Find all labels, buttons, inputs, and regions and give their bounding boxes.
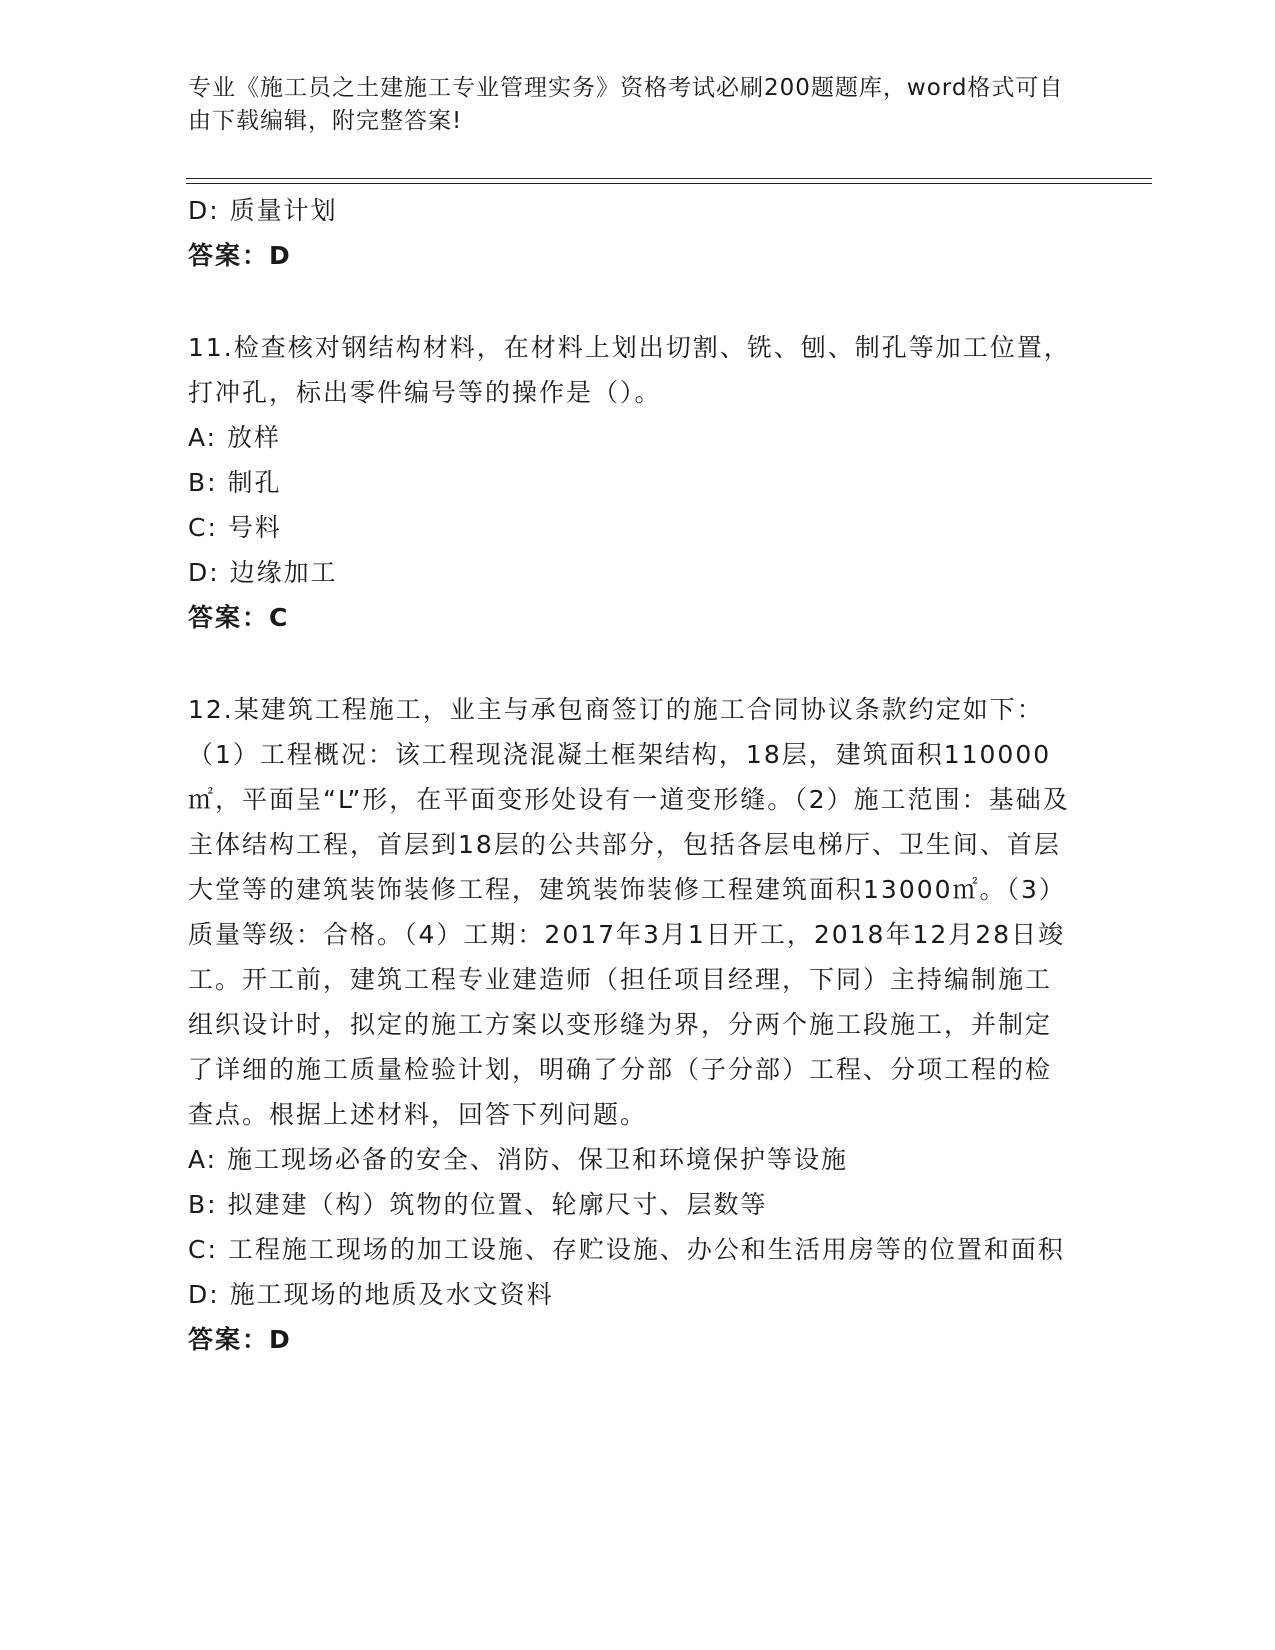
question-11-option-d: D: 边缘加工 (188, 558, 338, 587)
question-12-option-b: B: 拟建建（构）筑物的位置、轮廓尺寸、层数等 (188, 1190, 768, 1219)
question-11-option-b: B: 制孔 (188, 468, 282, 497)
question-12-option-c: C: 工程施工现场的加工设施、存贮设施、办公和生活用房等的位置和面积 (188, 1235, 1065, 1264)
question-12-answer: 答案：D (188, 1325, 292, 1354)
question-11-option-a: A: 放样 (188, 423, 282, 452)
question-12-option-d: D: 施工现场的地质及水文资料 (188, 1280, 554, 1309)
question-12-text: 12.某建筑工程施工，业主与承包商签订的施工合同协议条款约定如下：（1）工程概况：该工程现浇混凝土框架结构，18层，建筑面积110000㎡，平面呈“L”形，在平面变形处设有一道变形缝。（2）施工范围：基础及主体结构工程，首层到18层的公共部分，包括各层电梯厅、卫生间、首层大堂等的建筑装饰装修工程，建筑装饰装修工程建筑面积13000㎡。（3）质量等级：合格。（4）工期：2017年3月1日开工，2018年12月28日竣工。开工前，建筑工程专业建造师（担任项目经理，下同）主持编制施工组织设计时，拟定的施工方案以变形缝为界，分两个施工段施工，并制定了详细的施工质量检验计划，明确了分部（子分部）工程、分项工程的检查点。根据上述材料，回答下列问题。 (188, 695, 1070, 1129)
question-11-option-c: C: 号料 (188, 513, 282, 542)
question-11-text: 11.检查核对钢结构材料，在材料上划出切割、铣、刨、制孔等加工位置，打冲孔，标出零件编号等的操作是（）。 (188, 333, 1071, 407)
prev-answer: 答案：D (188, 241, 292, 270)
header-text: 专业《施工员之土建施工专业管理实务》资格考试必刷200题题库，word格式可自由下载编辑，附完整答案! (188, 75, 1064, 134)
prev-option-d: D: 质量计划 (188, 196, 338, 225)
spacer (188, 278, 1078, 325)
header-divider (186, 178, 1152, 184)
question-11 (188, 325, 1078, 640)
question-12-option-a: A: 施工现场必备的安全、消防、保卫和环境保护等设施 (188, 1145, 849, 1174)
spacer (188, 640, 1078, 687)
question-12 (188, 687, 1078, 1362)
document-body (188, 188, 1078, 1362)
question-11-answer: 答案：C (188, 603, 290, 632)
document-header (188, 72, 1078, 138)
